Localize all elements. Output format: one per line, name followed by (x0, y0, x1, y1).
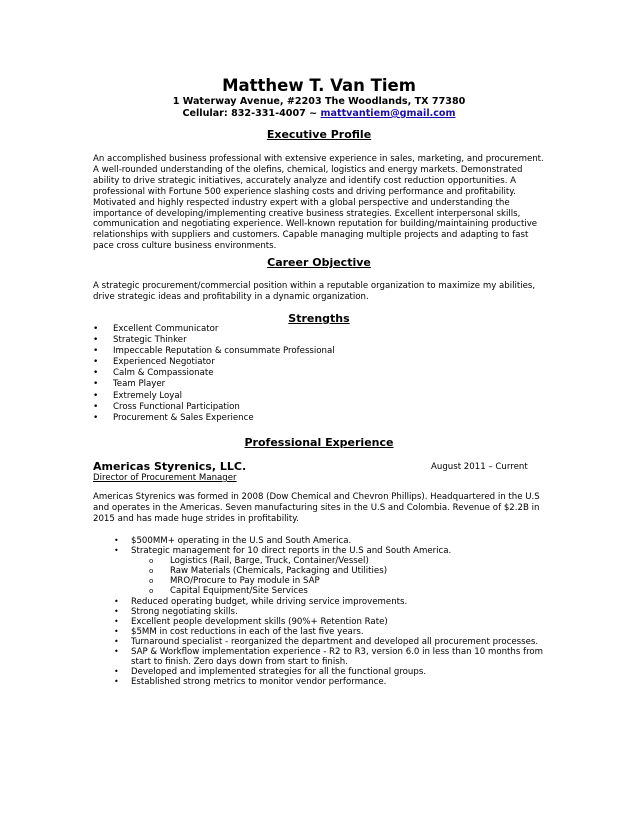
bullet-icon: • (93, 324, 99, 334)
strengths-list (93, 324, 335, 424)
list-item: • Turnaround specialist - reorganized the department and developed all procurement processes. (114, 636, 539, 647)
bullet-icon: • (93, 379, 99, 390)
list-item: • Strategic Thinker (93, 335, 187, 346)
list-item: • Team Player (93, 379, 166, 390)
list-item: • Strategic management for 10 direct reports in the U.S and South America. o Logistics (Rail, Barge, Truck, Container/Vessel) o Raw Materials (Chemicals, Packaging and Utilities) o MRO/Procure to Pay module in SAP o Capital Equipment/Site Services (114, 546, 544, 596)
bullet-icon: • (93, 412, 99, 423)
list-item: • Extremely Loyal (93, 390, 183, 401)
bullet-icon: • (114, 546, 119, 556)
job-title: Director of Procurement Manager (93, 473, 237, 483)
sub-list (131, 556, 544, 596)
objective-text: A strategic procurement/commercial position within a reputable organization to maximize my abilities, drive strategic ideas and profitability in a dynamic organization. (93, 281, 536, 302)
list-item: • $5MM in cost reductions in each of the last five years. (114, 626, 364, 637)
circle-bullet-icon: o (149, 567, 154, 576)
bullet-icon: • (93, 357, 99, 368)
sub-list-item: o Raw Materials (Chemicals, Packaging and Utilities) (149, 566, 388, 577)
bullet-icon: • (114, 636, 119, 646)
bullet-icon: • (114, 677, 119, 687)
bullet-icon: • (114, 536, 119, 545)
list-item: • Experienced Negotiator (93, 357, 215, 368)
employment-dates: August 2011 – Current (431, 462, 528, 472)
phone-label: Cellular: 832-331-4007 ~ (182, 108, 321, 119)
company-name: Americas Styrenics, LLC. (93, 460, 247, 473)
bullet-icon: • (93, 390, 99, 401)
experience-bullets (114, 536, 544, 687)
address-line: 1 Waterway Avenue, #2203 The Woodlands, TX 77380 (172, 96, 466, 107)
bullet-icon: • (93, 401, 99, 412)
circle-bullet-icon: o (149, 577, 154, 586)
list-item: • Strong negotiating skills. (114, 606, 238, 617)
section-title-strengths: Strengths (288, 312, 350, 325)
list-item: • Excellent Communicator (93, 324, 219, 334)
company-summary: Americas Styrenics was formed in 2008 (Dow Chemical and Chevron Phillips). Headquartered in the U.S and operates in the Americas. Seven manufacturing sites in the U.S and Colombia. Revenue of $2.2B in 2015 and has made huge strides in profitability. (93, 492, 540, 524)
bullet-icon: • (93, 346, 99, 357)
sub-list-item: o MRO/Procure to Pay module in SAP (149, 576, 320, 587)
bullet-icon: • (93, 368, 99, 379)
list-item: • Procurement & Sales Experience (93, 412, 254, 423)
circle-bullet-icon: o (149, 587, 154, 596)
list-item: • SAP & Workflow implementation experience - R2 to R3, version 6.0 in less than 10 months from start to finish. Zero days down from start to finish. (114, 647, 544, 668)
circle-bullet-icon: o (149, 557, 154, 566)
bullet-icon: • (114, 667, 119, 677)
bullet-icon: • (114, 647, 119, 657)
candidate-name: Matthew T. Van Tiem (222, 76, 416, 95)
bullet-icon: • (114, 616, 119, 626)
bullet-icon: • (114, 596, 119, 606)
section-title-objective: Career Objective (267, 256, 371, 269)
list-item: • Cross Functional Participation (93, 401, 240, 412)
contact-line (0, 108, 638, 119)
sub-list-item: o Capital Equipment/Site Services (149, 586, 308, 597)
list-item: • Established strong metrics to monitor vendor performance. (114, 677, 387, 688)
email-link[interactable]: mattvantiem@gmail.com (320, 108, 456, 119)
list-item: • Developed and implemented strategies for all the functional groups. (114, 667, 427, 678)
profile-text: An accomplished business professional with extensive experience in sales, marketing, and procurement. A well-rounded understanding of the olefins, chemical, logistics and energy markets. Demonstrated ability to drive strategic initiatives, accurately analyze and identify cost reduction opportunities. A professional with Fortune 500 experience slashing costs and driving performance and profitability. Motivated and highly respected industry expert with a global perspective and understanding the importance of developing/implementing creative business strategies. Excellent interpersonal skills, communication and negotiating experience. Well-known reputation for building/maintaining productive relationships with suppliers and customers. Capable managing multiple projects and adapting to fast pace cross culture business environments. (93, 154, 544, 252)
bullet-icon: • (93, 335, 99, 346)
sub-list-item: o Logistics (Rail, Barge, Truck, Container/Vessel) (149, 556, 369, 567)
bullet-icon: • (114, 626, 119, 636)
bullet-icon: • (114, 606, 119, 616)
list-item: • Impeccable Reputation & consummate Professional (93, 346, 335, 357)
list-item: • Excellent people development skills (90%+ Retention Rate) (114, 616, 388, 627)
list-item: • $500MM+ operating in the U.S and South America. (114, 536, 352, 546)
list-item: • Calm & Compassionate (93, 368, 214, 379)
list-item: • Reduced operating budget, while driving service improvements. (114, 596, 408, 607)
section-title-profile: Executive Profile (266, 128, 372, 141)
section-title-experience: Professional Experience (244, 436, 394, 449)
